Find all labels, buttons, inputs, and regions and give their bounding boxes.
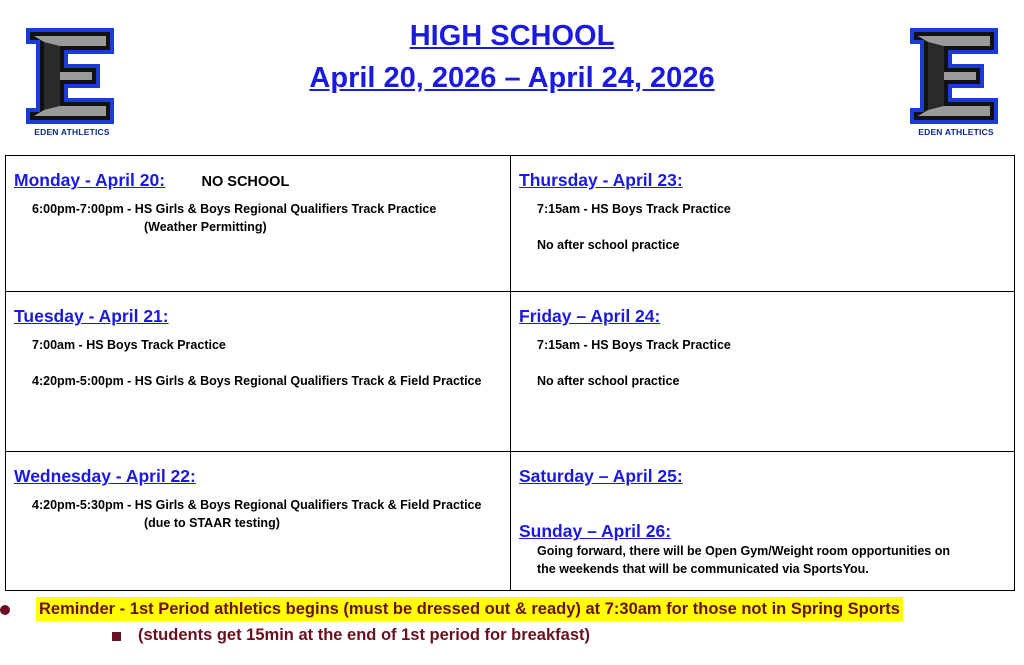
- day-heading-wednesday: Wednesday - April 22:: [14, 466, 196, 486]
- schedule-item: No after school practice: [537, 374, 680, 388]
- date-range: April 20, 2026 – April 24, 2026: [309, 62, 715, 94]
- day-heading-saturday: Saturday – April 25:: [519, 466, 683, 486]
- schedule-cell-tuesday: [6, 292, 511, 452]
- schedule-item-note: (Weather Permitting): [144, 220, 267, 234]
- logo-caption: EDEN ATHLETICS: [918, 127, 994, 137]
- round-bullet-icon: [0, 605, 10, 615]
- schedule-item-note: (due to STAAR testing): [144, 516, 280, 530]
- schedule-cell-weekend: [511, 452, 1014, 590]
- schedule-cell-thursday: [511, 156, 1014, 292]
- logo-caption: EDEN ATHLETICS: [34, 127, 110, 137]
- reminder-text: Reminder - 1st Period athletics begins (must be dressed out & ready) at 7:30am for those not in Spring Sports: [36, 597, 903, 621]
- eden-athletics-logo-right: [906, 26, 1006, 140]
- weekly-schedule-table: [5, 155, 1015, 591]
- schedule-item: 6:00pm-7:00pm - HS Girls & Boys Regional Qualifiers Track Practice: [32, 202, 437, 216]
- square-bullet-icon: [112, 632, 121, 641]
- no-school-note: NO SCHOOL: [201, 174, 290, 190]
- schedule-item: No after school practice: [537, 238, 680, 252]
- page-header: [0, 16, 1024, 98]
- subnote-text: (students get 15min at the end of 1st period for breakfast): [138, 626, 590, 644]
- weekend-note-line: Going forward, there will be Open Gym/Weight room opportunities on: [537, 544, 950, 558]
- reminder-bullet: [0, 597, 1024, 621]
- schedule-item: 7:00am - HS Boys Track Practice: [32, 338, 226, 352]
- schedule-cell-friday: [511, 292, 1014, 452]
- eden-e-logo-icon: [906, 26, 1006, 126]
- schedule-item: 7:15am - HS Boys Track Practice: [537, 338, 731, 352]
- day-heading-sunday: Sunday – April 26:: [519, 521, 672, 541]
- schedule-cell-monday: [6, 156, 511, 292]
- weekend-note-line: the weekends that will be communicated via SportsYou.: [537, 562, 869, 576]
- day-heading-friday: Friday – April 24:: [519, 306, 661, 326]
- day-heading-thursday: Thursday - April 23:: [519, 170, 683, 190]
- day-heading-tuesday: Tuesday - April 21:: [14, 306, 169, 326]
- schedule-cell-wednesday: [6, 452, 511, 590]
- schedule-item: 7:15am - HS Boys Track Practice: [537, 202, 731, 216]
- page-title: HIGH SCHOOL: [409, 20, 615, 52]
- schedule-item: 4:20pm-5:30pm - HS Girls & Boys Regional Qualifiers Track & Field Practice: [32, 498, 482, 512]
- day-heading-monday: Monday - April 20:: [14, 170, 166, 190]
- schedule-item: 4:20pm-5:00pm - HS Girls & Boys Regional Qualifiers Track & Field Practice: [32, 374, 482, 388]
